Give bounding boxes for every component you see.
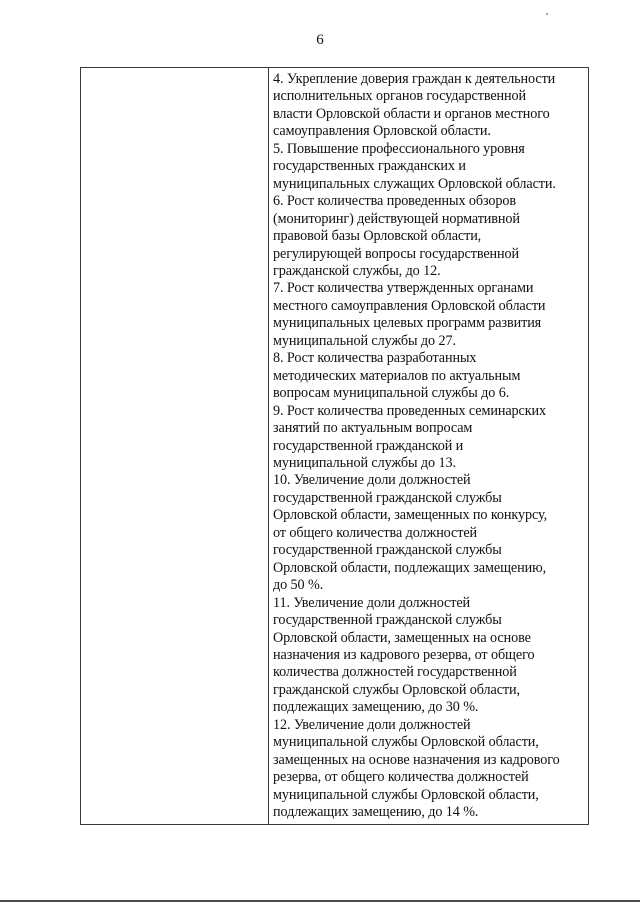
indicator-text-line: 5. Повышение профессионального уровня bbox=[273, 140, 525, 157]
indicator-text-line: 10. Увеличение доли должностей bbox=[273, 472, 471, 489]
indicator-text-line: Орловской области, подлежащих замещению, bbox=[273, 559, 547, 576]
indicator-text-line: резерва, от общего количества должностей bbox=[273, 769, 529, 786]
indicator-item bbox=[273, 141, 582, 193]
indicator-text-line: замещенных на основе назначения из кадрового bbox=[273, 751, 560, 768]
indicator-text-line: исполнительных органов государственной bbox=[273, 88, 527, 105]
indicator-item bbox=[273, 350, 582, 402]
indicator-text-line: методических материалов по актуальным bbox=[273, 367, 521, 384]
indicator-text-line: муниципальных целевых программ развития bbox=[273, 315, 542, 332]
indicator-text-line: государственной гражданской службы bbox=[273, 489, 502, 506]
indicator-text-line: гражданской службы Орловской области, bbox=[273, 681, 520, 698]
indicator-text-line: муниципальной службы до 27. bbox=[273, 332, 456, 349]
indicator-text-line: подлежащих замещению, до 30 %. bbox=[273, 699, 479, 716]
indicator-text-line: Орловской области, замещенных на основе bbox=[273, 629, 531, 646]
indicator-text-line: подлежащих замещению, до 14 %. bbox=[273, 804, 479, 821]
bottom-edge-line bbox=[0, 900, 640, 902]
indicator-text-line: муниципальных служащих Орловской области. bbox=[273, 175, 556, 192]
indicator-item bbox=[273, 717, 582, 822]
indicator-text-line: занятий по актуальным вопросам bbox=[273, 420, 473, 437]
indicator-text-line: вопросам муниципальной службы до 6. bbox=[273, 385, 510, 402]
indicator-text-line: 4. Укрепление доверия граждан к деятельности bbox=[273, 71, 556, 87]
indicator-text-line: назначения из кадрового резерва, от общего bbox=[273, 646, 535, 663]
indicator-text-line: количества должностей государственной bbox=[273, 664, 517, 681]
indicator-text-line: 9. Рост количества проведенных семинарских bbox=[273, 402, 546, 419]
indicator-text-line: муниципальной службы до 13. bbox=[273, 454, 456, 471]
indicator-item bbox=[273, 71, 582, 141]
indicator-text-line: местного самоуправления Орловской области bbox=[273, 297, 546, 314]
indicator-text-line: 8. Рост количества разработанных bbox=[273, 350, 477, 367]
indicator-text-line: государственной гражданской и bbox=[273, 437, 464, 454]
indicator-text-line: правовой базы Орловской области, bbox=[273, 228, 482, 245]
indicator-text-line: 11. Увеличение доли должностей bbox=[273, 594, 471, 611]
table-right-column bbox=[269, 68, 588, 824]
indicator-text-line: власти Орловской области и органов местного bbox=[273, 105, 550, 122]
indicator-text-line: регулирующей вопросы государственной bbox=[273, 245, 520, 262]
indicator-item bbox=[273, 280, 582, 350]
indicator-text-line: 7. Рост количества утвержденных органами bbox=[273, 280, 534, 297]
indicator-text-line: государственной гражданской службы bbox=[273, 542, 502, 559]
indicator-text-line: 6. Рост количества проведенных обзоров bbox=[273, 193, 516, 210]
indicator-item bbox=[273, 193, 582, 280]
page-number: 6 bbox=[316, 32, 324, 48]
indicator-text-line: государственной гражданской службы bbox=[273, 612, 502, 629]
indicator-text-line: муниципальной службы Орловской области, bbox=[273, 786, 539, 803]
indicator-item bbox=[273, 595, 582, 717]
indicator-text-line: (мониторинг) действующей нормативной bbox=[273, 210, 520, 227]
indicator-text-line: Орловской области, замещенных по конкурсу, bbox=[273, 507, 548, 524]
indicator-item bbox=[273, 472, 582, 594]
indicator-text-line: от общего количества должностей bbox=[273, 524, 478, 541]
indicator-text-line: самоуправления Орловской области. bbox=[273, 123, 491, 140]
indicator-text-line: муниципальной службы Орловской области, bbox=[273, 734, 539, 751]
indicator-text-line: гражданской службы, до 12. bbox=[273, 262, 441, 279]
indicators-table bbox=[80, 67, 589, 825]
scan-speck bbox=[546, 13, 548, 15]
indicator-item bbox=[273, 403, 582, 473]
indicator-text-line: 12. Увеличение доли должностей bbox=[273, 716, 471, 733]
indicator-text-line: до 50 %. bbox=[273, 577, 324, 594]
table-left-column bbox=[81, 68, 269, 824]
indicator-text-line: государственных гражданских и bbox=[273, 158, 466, 175]
